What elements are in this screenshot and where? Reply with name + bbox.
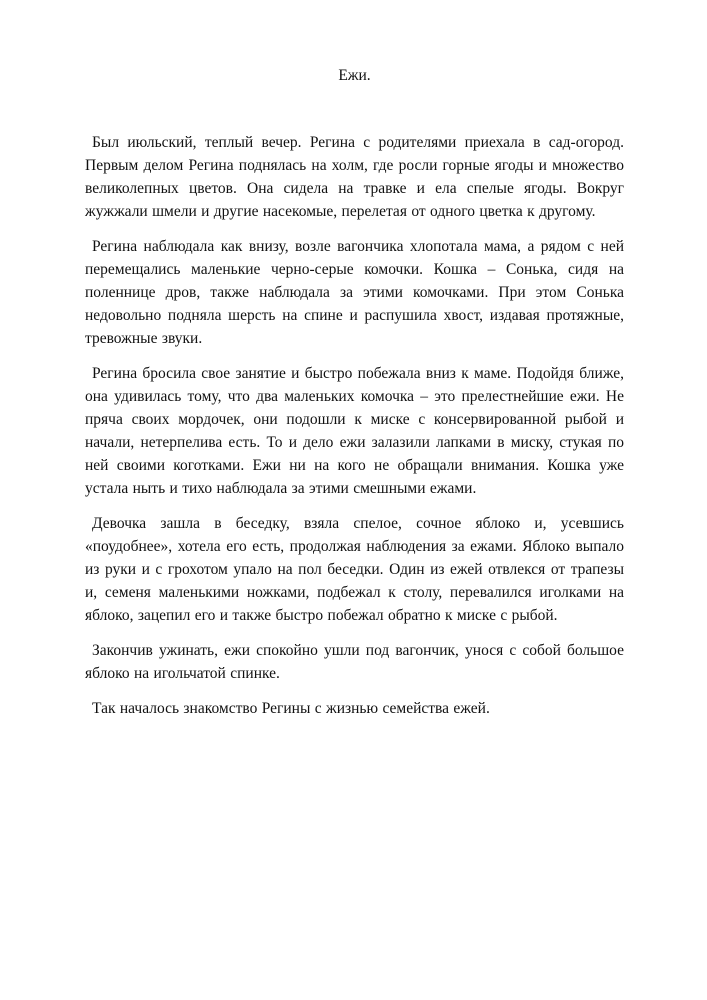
paragraph-1: Был июльский, теплый вечер. Регина с родителями приехала в сад-огород. Первым делом Регина поднялась на холм, где росли горные ягоды и множество великолепных цветов. Она сидела на травке и ела спелые ягоды. Вокруг жужжали шмели и другие насекомые, перелетая от одного цветка к другому. bbox=[85, 134, 624, 220]
document-title: Ежи. bbox=[338, 67, 371, 84]
paragraph-3: Регина бросила свое занятие и быстро побежала вниз к маме. Подойдя ближе, она удивилась тому, что два маленьких комочка – это прелестнейшие ежи. Не пряча своих мордочек, они подошли к миске с консервированной рыбой и начали, нетерпелива есть. То и дело ежи залазили лапками в миску, стукая по ней своими коготками. Ежи ни на кого не обращали внимания. Кошка уже устала ныть и тихо наблюдала за этими смешными ежами. bbox=[85, 365, 624, 497]
document-content bbox=[85, 64, 624, 732]
paragraph-4: Девочка зашла в беседку, взяла спелое, сочное яблоко и, усевшись «поудобнее», хотела его есть, продолжая наблюдения за ежами. Яблоко выпало из руки и с грохотом упало на пол беседки. Один из ежей отвлекся от трапезы и, семеня маленькими ножками, подбежал к столу, перевалился иголками на яблоко, зацепил его и также быстро побежал обратно к миске с рыбой. bbox=[85, 515, 624, 624]
paragraph-5: Закончив ужинать, ежи спокойно ушли под вагончик, унося с собой большое яблоко на игольчатой спинке. bbox=[85, 642, 624, 682]
paragraph-6: Так началось знакомство Регины с жизнью семейства ежей. bbox=[92, 700, 490, 717]
paragraph-2: Регина наблюдала как внизу, возле вагончика хлопотала мама, а рядом с ней перемещались маленькие черно-серые комочки. Кошка – Сонька, сидя на поленнице дров, также наблюдала за этими комочками. При этом Сонька недовольно подняла шерсть на спине и распушила хвост, издавая протяжные, тревожные звуки. bbox=[85, 238, 624, 347]
